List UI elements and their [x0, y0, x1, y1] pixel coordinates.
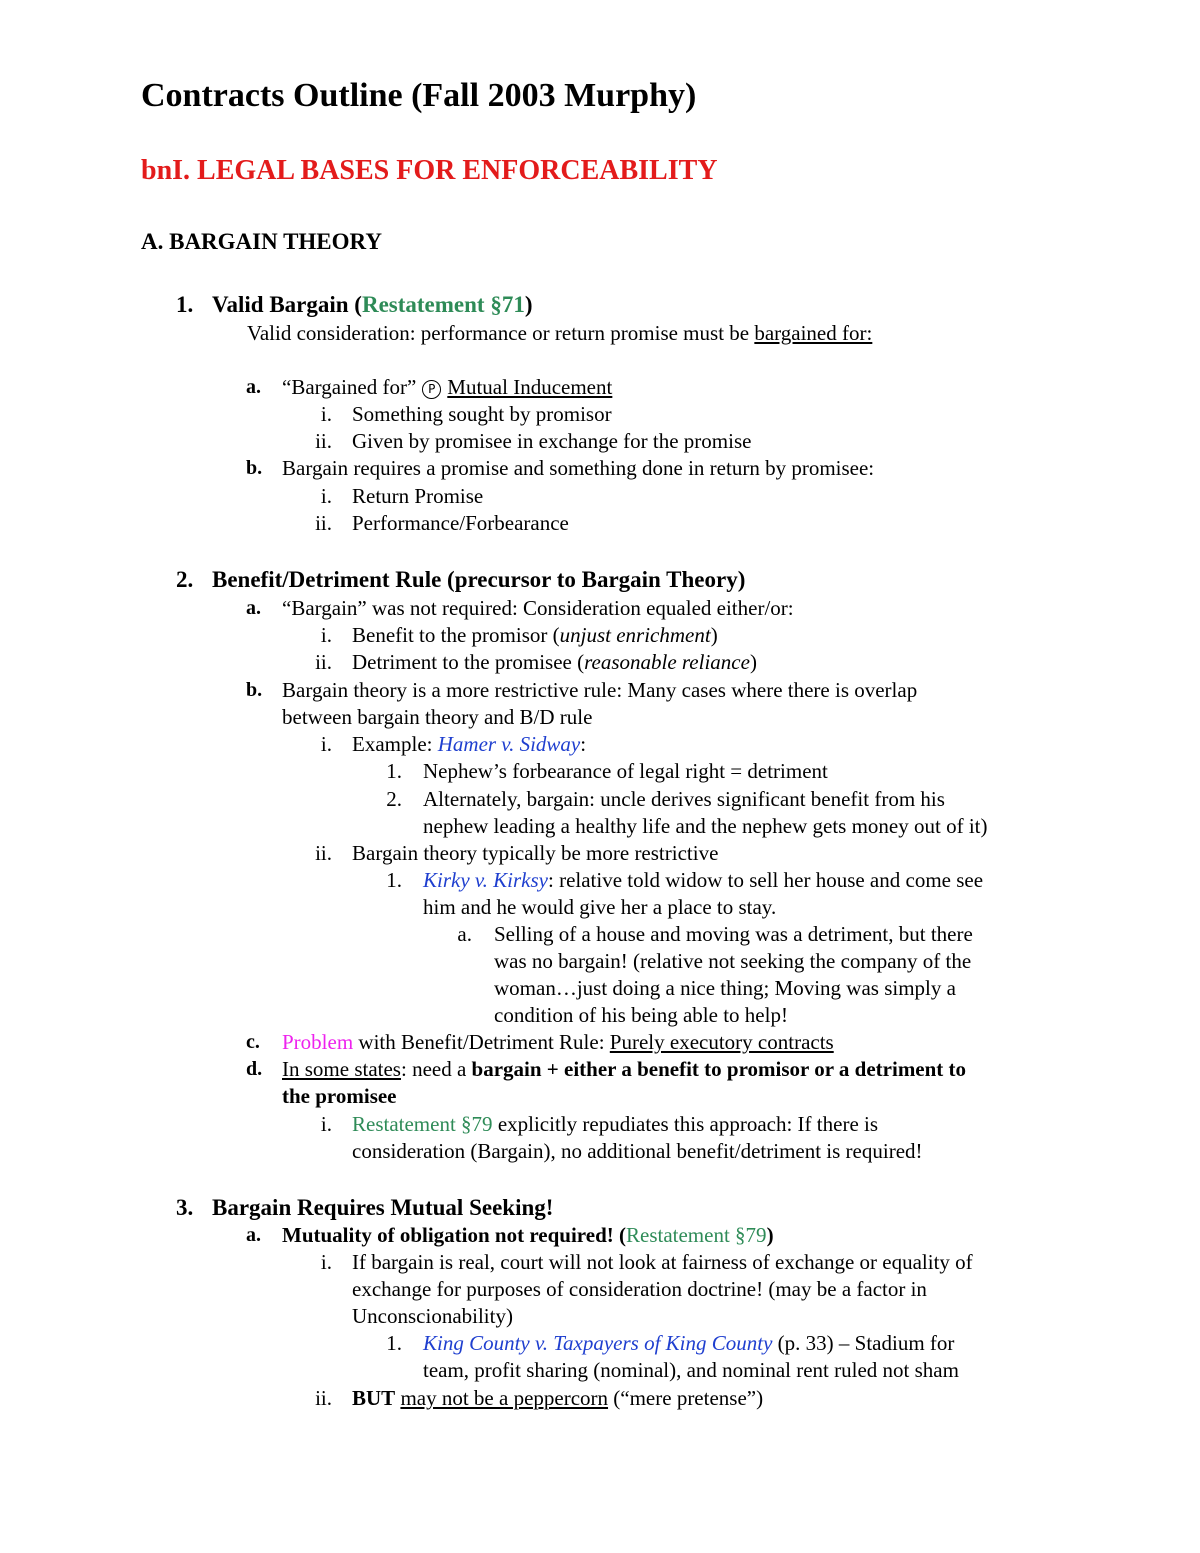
list-marker: i.: [320, 732, 332, 756]
circled-p-icon: P: [422, 380, 441, 399]
list-marker: 1.: [386, 1331, 402, 1355]
list-item-continued: Unconscionability): [352, 1304, 513, 1328]
list-marker: ii.: [315, 429, 332, 453]
list-item: Benefit to the promisor (unjust enrichment): [352, 623, 718, 647]
list-marker: i.: [320, 402, 332, 426]
list-item: “Bargained for” P Mutual Inducement: [282, 375, 613, 399]
list-item: Given by promisee in exchange for the promise: [352, 429, 752, 453]
list-item: Alternately, bargain: uncle derives significant benefit from his: [423, 787, 945, 811]
list-item-continued: him and he would give her a place to stay.: [423, 895, 777, 919]
list-item: Example: Hamer v. Sidway:: [352, 732, 587, 756]
list-marker: 1.: [176, 292, 194, 317]
restatement-ref: Restatement §79: [352, 1112, 493, 1136]
list-marker: ii.: [315, 841, 332, 865]
list-marker: a.: [246, 1224, 261, 1246]
subsection-heading: A. BARGAIN THEORY: [141, 229, 382, 254]
list-item: Return Promise: [352, 484, 484, 508]
list-marker: b.: [246, 679, 263, 701]
list-item: Bargain requires a promise and something done in return by promisee:: [282, 456, 875, 480]
list-marker: 1.: [386, 868, 402, 892]
list-item: Nephew’s forbearance of legal right = detriment: [423, 759, 828, 783]
list-item: Selling of a house and moving was a detriment, but there: [494, 922, 973, 946]
list-marker: 2.: [176, 567, 194, 592]
list-item-continued: exchange for purposes of consideration doctrine! (may be a factor in: [352, 1277, 927, 1301]
restatement-ref: Restatement §71: [361, 292, 525, 317]
list-item: Problem with Benefit/Detriment Rule: Purely executory contracts: [282, 1030, 834, 1054]
list-item-continued: was no bargain! (relative not seeking the company of the: [494, 949, 972, 973]
list-marker: a.: [246, 376, 261, 398]
list-item-continued: between bargain theory and B/D rule: [282, 705, 593, 729]
list-marker: 1.: [386, 759, 402, 783]
list-item-continued: nephew leading a healthy life and the nephew gets money out of it): [423, 814, 988, 838]
list-marker: ii.: [315, 511, 332, 535]
list-marker: i.: [320, 1250, 332, 1274]
list-marker: i.: [320, 1112, 332, 1136]
list-item: If bargain is real, court will not look at fairness of exchange or equality of: [352, 1250, 973, 1274]
list-item: Something sought by promisor: [352, 402, 612, 426]
document-title: Contracts Outline (Fall 2003 Murphy): [141, 77, 697, 114]
list-marker: i.: [320, 484, 332, 508]
case-name: Kirky v. Kirksy: [423, 868, 548, 892]
list-item: Bargain theory is a more restrictive rule: Many cases where there is overlap: [282, 678, 918, 702]
list-item: Bargain theory typically be more restrictive: [352, 841, 719, 865]
heading-mutual-seeking: Bargain Requires Mutual Seeking!: [212, 1195, 554, 1220]
list-marker: d.: [246, 1058, 263, 1080]
list-item-continued: team, profit sharing (nominal), and nominal rent ruled not sham: [423, 1358, 959, 1382]
list-marker: 2.: [386, 787, 402, 811]
list-item-continued: condition of his being able to help!: [494, 1003, 788, 1027]
list-item: “Bargain” was not required: Consideration equaled either/or:: [282, 596, 794, 620]
list-item: Mutuality of obligation not required! (Restatement §79): [282, 1223, 774, 1247]
list-marker: 3.: [176, 1195, 194, 1220]
list-marker: a.: [457, 922, 472, 946]
list-item-continued: consideration (Bargain), no additional benefit/detriment is required!: [352, 1139, 923, 1163]
list-marker: i.: [320, 623, 332, 647]
list-item: Kirky v. Kirksy: relative told widow to sell her house and come see: [423, 868, 984, 892]
paragraph: Valid consideration: performance or return promise must be bargained for:: [247, 321, 873, 345]
heading-benefit-detriment: Benefit/Detriment Rule (precursor to Bargain Theory): [212, 567, 746, 592]
list-marker: ii.: [315, 650, 332, 674]
list-marker: b.: [246, 457, 263, 479]
list-marker: ii.: [315, 1386, 332, 1410]
section-heading: bnI. LEGAL BASES FOR ENFORCEABILITY: [141, 155, 718, 186]
list-item: Performance/Forbearance: [352, 511, 569, 535]
list-item: Restatement §79 explicitly repudiates this approach: If there is: [352, 1112, 879, 1136]
case-name: Hamer v. Sidway: [437, 732, 581, 756]
heading-valid-bargain: Valid Bargain (Restatement §71): [212, 292, 533, 317]
list-item: King County v. Taxpayers of King County (p. 33) – Stadium for: [423, 1331, 955, 1355]
list-item-continued: the promisee: [282, 1084, 397, 1108]
restatement-ref: Restatement §79: [626, 1223, 767, 1247]
case-name: King County v. Taxpayers of King County: [423, 1331, 773, 1355]
list-item: BUT may not be a peppercorn (“mere pretense”): [352, 1386, 764, 1410]
list-item-continued: woman…just doing a nice thing; Moving was simply a: [494, 976, 956, 1000]
list-marker: a.: [246, 597, 261, 619]
list-item: In some states: need a bargain + either a benefit to promisor or a detriment to: [282, 1057, 967, 1081]
list-item: Detriment to the promisee (reasonable reliance): [352, 650, 757, 674]
list-marker: c.: [246, 1031, 260, 1053]
